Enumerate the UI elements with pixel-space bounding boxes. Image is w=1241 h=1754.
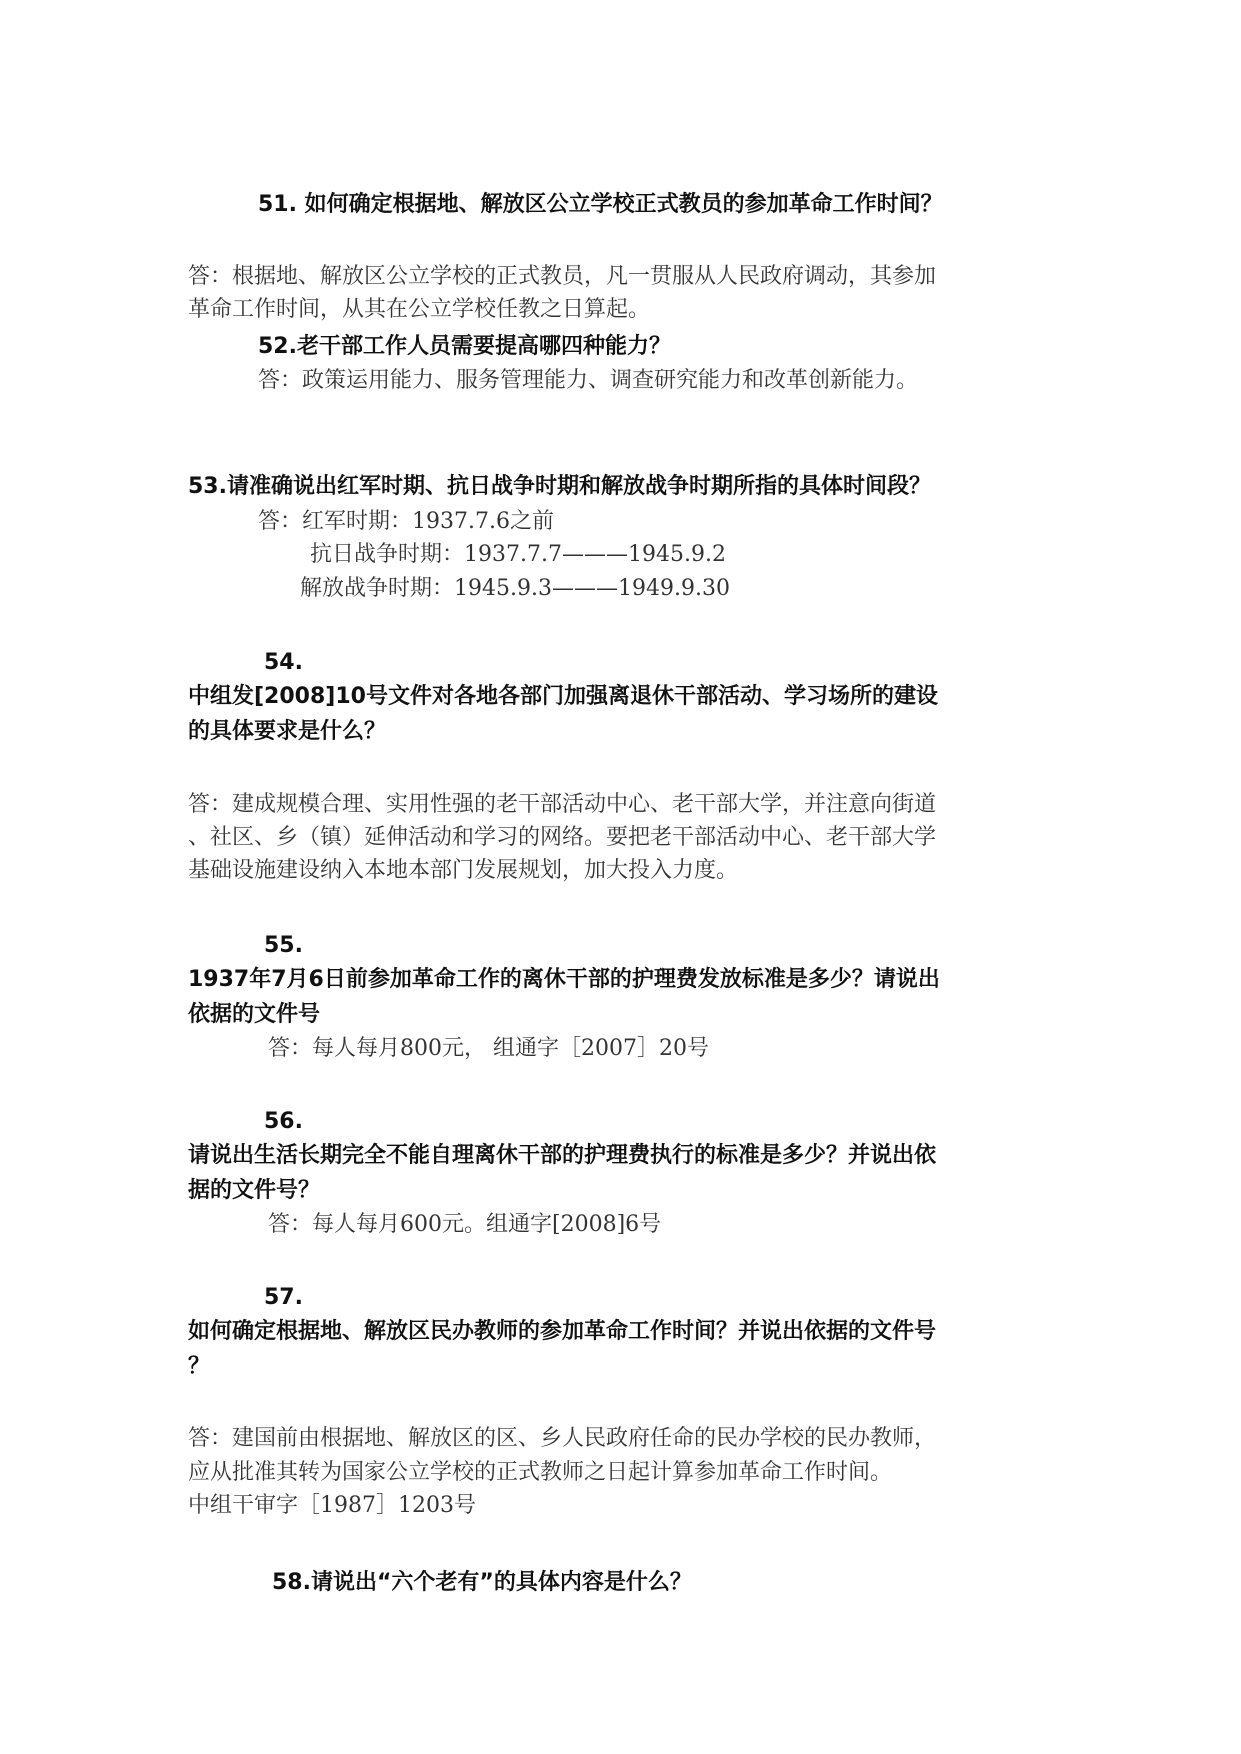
- question-56-number: 56.: [264, 1109, 303, 1134]
- question-54-title-line-1: 中组发[2008]10号文件对各地各部门加强离退休干部活动、学习场所的建设: [188, 684, 938, 709]
- question-57-title-line-2: ？: [188, 1354, 211, 1379]
- answer-52: 答：政策运用能力、服务管理能力、调查研究能力和改革创新能力。: [258, 368, 919, 393]
- question-55-number: 55.: [264, 933, 303, 958]
- answer-53-anti-japanese: 抗日战争时期：1937.7.7———1945.9.2: [310, 542, 726, 567]
- question-56-title-line-1: 请说出生活长期完全不能自理离休干部的护理费执行的标准是多少？并说出依: [188, 1143, 937, 1168]
- question-55-title-line-2: 依据的文件号: [188, 1002, 321, 1027]
- answer-57-line-3: 中组干审字［1987］1203号: [188, 1493, 476, 1518]
- answer-57-line-1: 答：建国前由根据地、解放区的区、乡人民政府任命的民办学校的民办教师，: [188, 1426, 937, 1451]
- question-55-title-line-1: 1937年7月6日前参加革命工作的离休干部的护理费发放标准是多少？请说出: [188, 967, 940, 992]
- answer-51-line-1: 答：根据地、解放区公立学校的正式教员，凡一贯服从人民政府调动，其参加: [188, 264, 937, 289]
- answer-56: 答：每人每月600元。组通字[2008]6号: [268, 1212, 662, 1237]
- question-58-title: 58.请说出“六个老有”的具体内容是什么？: [272, 1570, 692, 1595]
- question-57-number: 57.: [264, 1285, 303, 1310]
- question-54-number: 54.: [264, 650, 303, 675]
- question-54-title-line-2: 的具体要求是什么？: [188, 719, 387, 744]
- answer-54-line-3: 基础设施建设纳入本地本部门发展规划，加大投入力度。: [188, 858, 739, 883]
- answer-54-line-1: 答：建成规模合理、实用性强的老干部活动中心、老干部大学，并注意向街道: [188, 792, 937, 817]
- question-52-title: 52.老干部工作人员需要提高哪四种能力？: [258, 334, 671, 359]
- answer-55: 答：每人每月800元， 组通字［2007］20号: [268, 1036, 709, 1061]
- answer-53-red-army: 答：红军时期：1937.7.6之前: [258, 509, 554, 534]
- question-51-title: 51. 如何确定根据地、解放区公立学校正式教员的参加革命工作时间？: [258, 192, 943, 217]
- answer-53-liberation: 解放战争时期：1945.9.3———1949.9.30: [300, 576, 730, 601]
- question-53-title: 53.请准确说出红军时期、抗日战争时期和解放战争时期所指的具体时间段？: [188, 474, 931, 499]
- answer-57-line-2: 应从批准其转为国家公立学校的正式教师之日起计算参加革命工作时间。: [188, 1460, 893, 1485]
- question-57-title-line-1: 如何确定根据地、解放区民办教师的参加革命工作时间？并说出依据的文件号: [188, 1319, 937, 1344]
- question-56-title-line-2: 据的文件号？: [188, 1178, 321, 1203]
- answer-54-line-2: 、社区、乡（镇）延伸活动和学习的网络。要把老干部活动中心、老干部大学: [188, 825, 937, 850]
- answer-51-line-2: 革命工作时间，从其在公立学校任教之日算起。: [188, 297, 651, 322]
